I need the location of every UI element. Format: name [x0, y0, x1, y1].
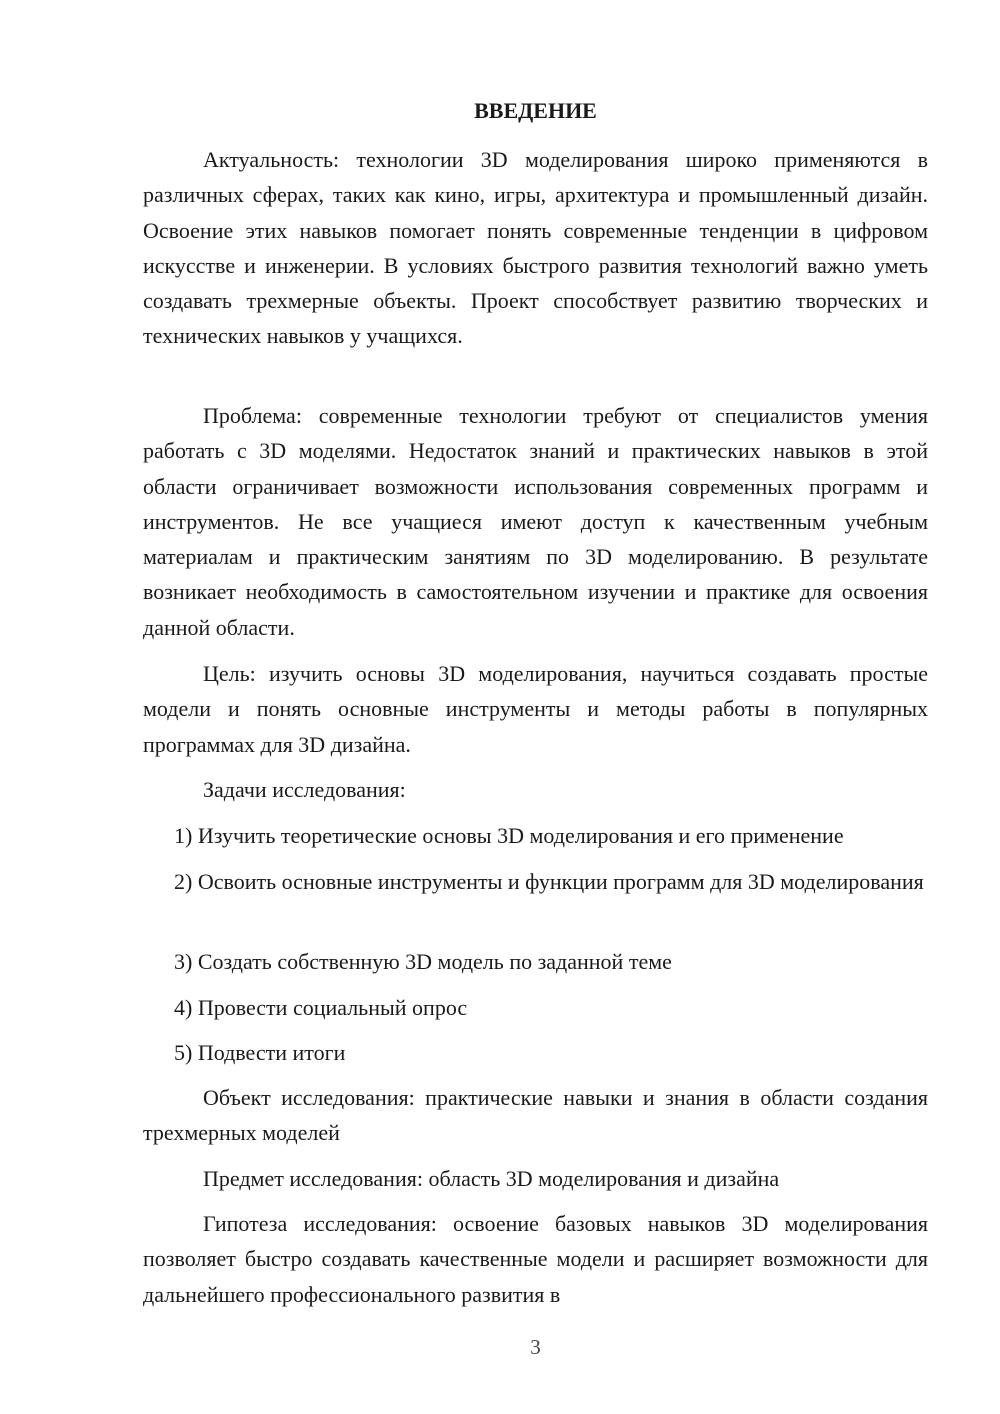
task-item-3: 3) Создать собственную 3D модель по заданной теме — [174, 949, 672, 974]
page-title: ВВЕДЕНИЕ — [474, 98, 597, 123]
paragraph-goal: Цель: изучить основы 3D моделирования, научиться создавать простые модели и понять основные инструменты и методы работы в популярных программах для 3D дизайна. — [143, 661, 928, 757]
page-number: 3 — [530, 1335, 541, 1359]
task-item-4: 4) Провести социальный опрос — [174, 995, 468, 1020]
paragraph-relevance: Актуальность: технологии 3D моделирования широко применяются в различных сферах, таких как кино, игры, архитектура и промышленный дизайн. Освоение этих навыков помогает понять современные тенденции в цифровом искусстве и инженерии. В условиях быстрого развития технологий важно уметь создавать трехмерные объекты. Проект способствует развитию творческих и технических навыков у учащихся. — [143, 147, 928, 349]
paragraph-hypothesis: Гипотеза исследования: освоение базовых навыков 3D моделирования позволяет быстро создавать качественные модели и расширяет возможности для дальнейшего профессионального развития в — [143, 1211, 928, 1307]
task-item-1: 1) Изучить теоретические основы 3D моделирования и его применение — [174, 823, 844, 848]
task-item-5: 5) Подвести итоги — [174, 1040, 346, 1065]
paragraph-subject: Предмет исследования: область 3D моделирования и дизайна — [203, 1166, 780, 1191]
document-page — [143, 0, 928, 1414]
paragraph-problem: Проблема: современные технологии требуют от специалистов умения работать с 3D моделями. Недостаток знаний и практических навыков в этой области ограничивает возможности использования современных программ и инструментов. Не все учащиеся имеют доступ к качественным учебным материалам и практическим занятиям по 3D моделированию. В результате возникает необходимость в самостоятельном изучении и практике для освоения данной области. — [143, 403, 928, 640]
tasks-heading: Задачи исследования: — [203, 777, 406, 802]
task-item-2: 2) Освоить основные инструменты и функции программ для 3D моделирования — [174, 869, 924, 894]
paragraph-object: Объект исследования: практические навыки и знания в области создания трехмерных моделей — [143, 1085, 928, 1146]
